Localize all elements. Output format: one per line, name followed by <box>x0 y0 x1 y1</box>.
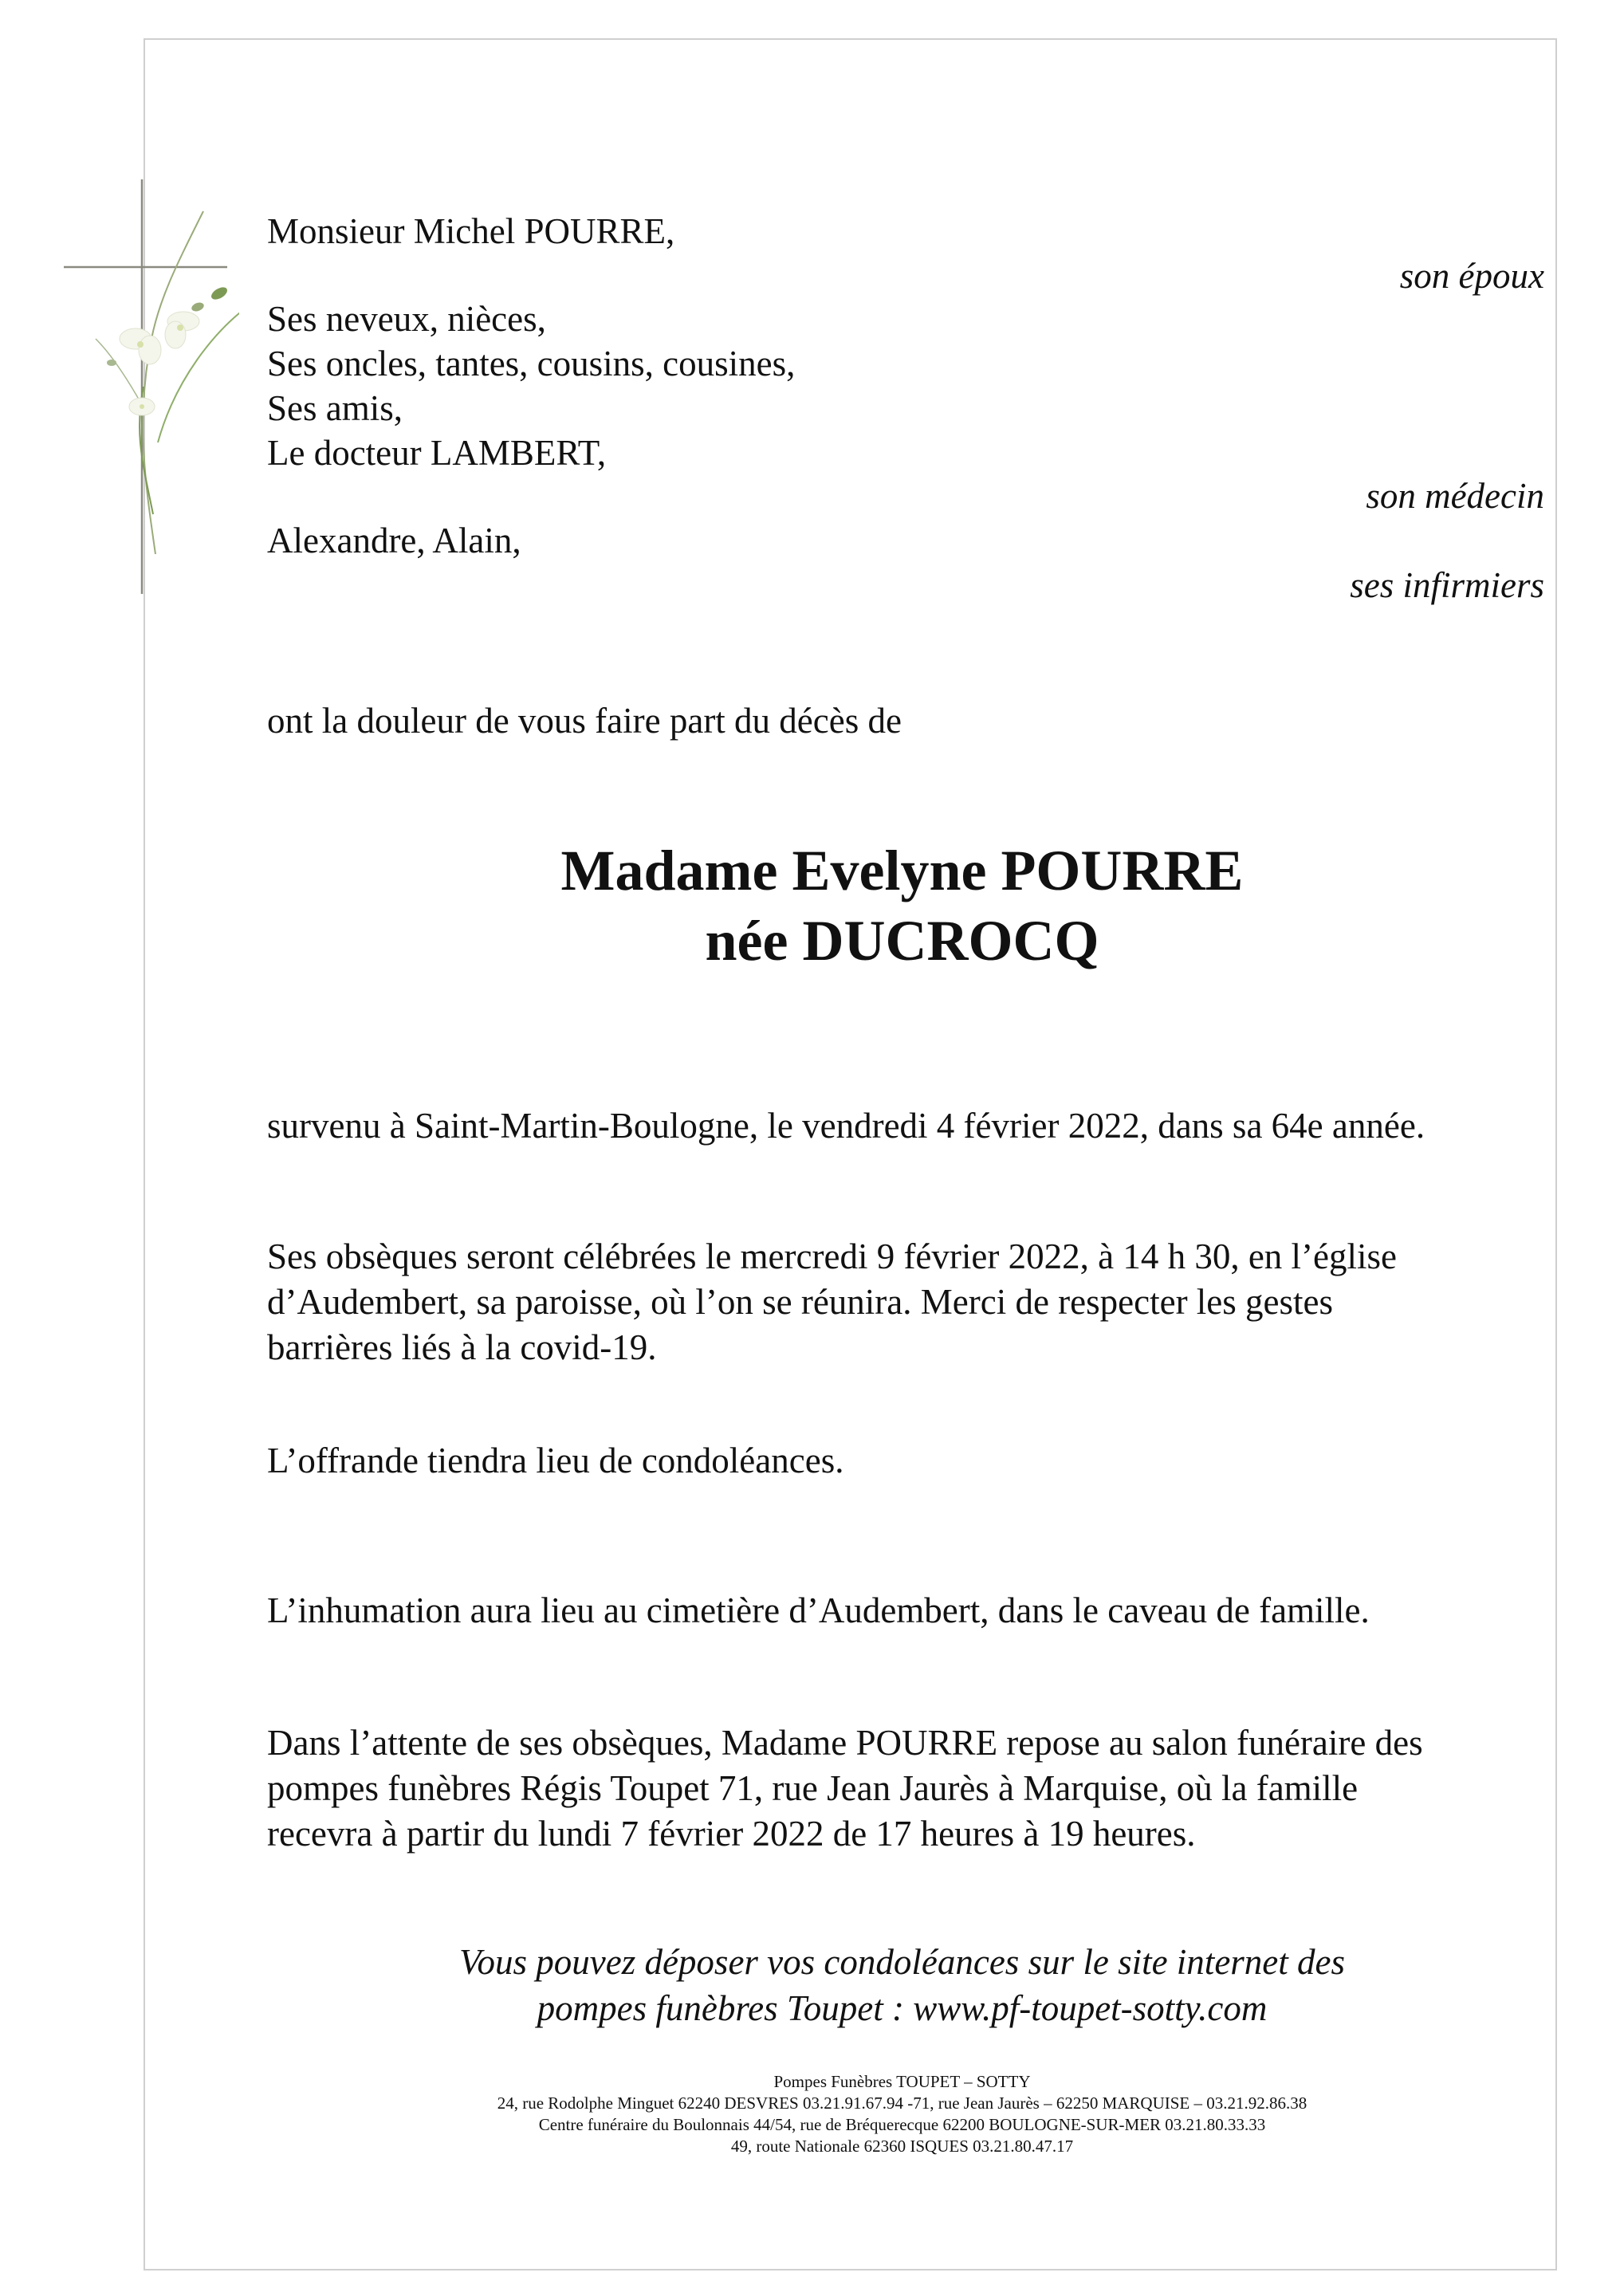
funeral-home-footer <box>0 2071 1624 2157</box>
viewing-line: recevra à partir du lundi 7 février 2022 de 17 heures à 19 heures. <box>267 1814 1196 1854</box>
cross-with-flowers-icon <box>56 179 239 594</box>
announcement-text: ont la douleur de vous faire part du décès de <box>267 701 902 741</box>
role-spouse: son époux <box>1399 256 1544 296</box>
deceased-maiden-name: née DUCROCQ <box>705 909 1099 973</box>
family-line-uncles: Ses oncles, tantes, cousins, cousines, <box>267 344 796 383</box>
viewing-line: pompes funèbres Régis Toupet 71, rue Jean Jaurès à Marquise, où la famille <box>267 1768 1359 1808</box>
footer-address: 49, route Nationale 62360 ISQUES 03.21.80.47.17 <box>730 2137 1074 2156</box>
funeral-line: d’Audembert, sa paroisse, où l’on se réunira. Merci de respecter les gestes <box>267 1282 1334 1322</box>
funeral-line: barrières liés à la covid-19. <box>267 1327 657 1367</box>
death-details: survenu à Saint-Martin-Boulogne, le vendredi 4 février 2022, dans sa 64e année. <box>267 1106 1425 1146</box>
family-line-doctor: Le docteur LAMBERT, <box>267 433 607 473</box>
viewing-paragraph <box>267 1720 1559 1857</box>
footer-address: Centre funéraire du Boulonnais 44/54, rue de Bréquerecque 62200 BOULOGNE-SUR-MER 03.21.80.33.33 <box>538 2115 1266 2134</box>
family-line-nephews: Ses neveux, nièces, <box>267 299 546 339</box>
funeral-paragraph <box>267 1234 1559 1370</box>
footer-company: Pompes Funèbres TOUPET – SOTTY <box>773 2072 1031 2091</box>
footer-address: 24, rue Rodolphe Minguet 62240 DESVRES 03.21.91.67.94 -71, rue Jean Jaurès – 62250 MARQUISE – 03.21.92.86.38 <box>497 2094 1307 2113</box>
role-doctor: son médecin <box>1366 476 1544 516</box>
family-line-husband: Monsieur Michel POURRE, <box>267 211 675 251</box>
family-line-nurses: Alexandre, Alain, <box>267 521 521 560</box>
family-line-friends: Ses amis, <box>267 388 403 428</box>
offering-text: L’offrande tiendra lieu de condoléances. <box>267 1441 844 1480</box>
viewing-line: Dans l’attente de ses obsèques, Madame POURRE repose au salon funéraire des <box>267 1723 1423 1763</box>
funeral-line: Ses obsèques seront célébrées le mercredi 9 février 2022, à 14 h 30, en l’église <box>267 1236 1397 1276</box>
condolences-notice <box>0 1939 1624 2031</box>
condolences-line: pompes funèbres Toupet : www.pf-toupet-sotty.com <box>537 1988 1268 2028</box>
burial-text: L’inhumation aura lieu au cimetière d’Audembert, dans le caveau de famille. <box>267 1590 1370 1630</box>
role-nurses: ses infirmiers <box>1350 565 1544 605</box>
condolences-line: Vous pouvez déposer vos condoléances sur le site internet des <box>458 1942 1346 1982</box>
deceased-name: Madame Evelyne POURRE <box>560 839 1244 902</box>
